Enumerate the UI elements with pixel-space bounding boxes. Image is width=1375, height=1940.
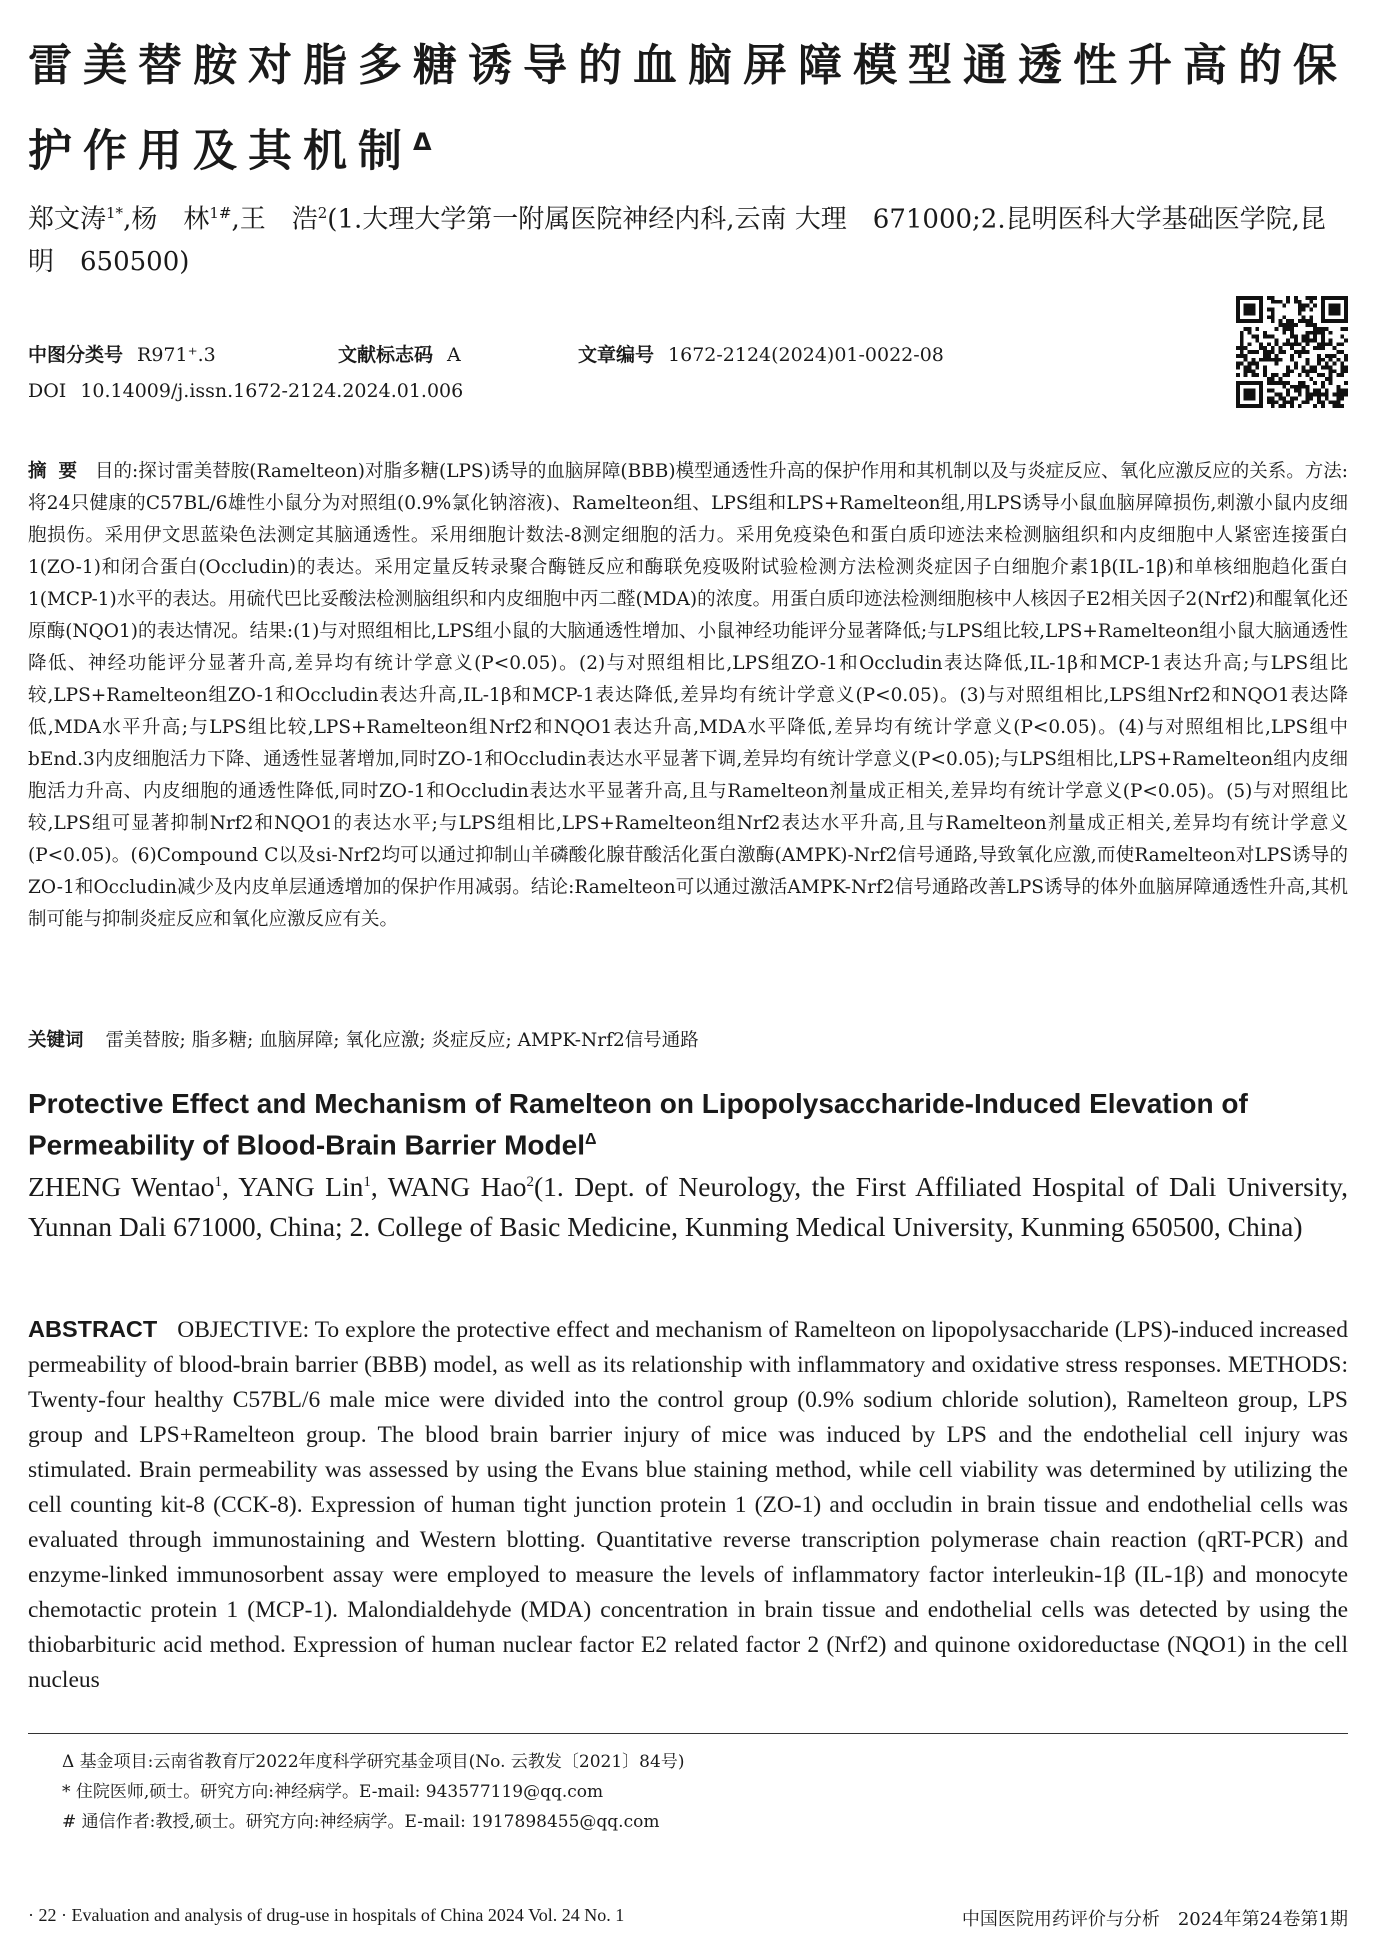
footnote-divider	[28, 1733, 1348, 1734]
doc-code-value: A	[447, 344, 461, 366]
chinese-abstract-label: 摘要	[28, 461, 90, 482]
doc-code-label: 文献标志码	[338, 344, 434, 366]
article-number-item	[578, 340, 944, 367]
clc-item	[28, 340, 338, 367]
author-sup: 1	[214, 1174, 222, 1190]
chinese-affiliations: (1.大理大学第一附属医院神经内科,云南 大理 671000;2.昆明医科大学基础医学院,昆明 650500)	[28, 204, 1326, 277]
author-sup: 1#	[209, 204, 232, 222]
article-number-label: 文章编号	[578, 344, 655, 366]
english-abstract-text: OBJECTIVE: To explore the protective effect and mechanism of Ramelteon on lipopolysaccharide (LPS)-induced increased permeability of blood-brain barrier (BBB) model, as well as its relationship with inflammatory and oxidative stress responses. METHODS: Twenty-four healthy C57BL/6 male mice were divided into the control group (0.9% sodium chloride solution), Ramelteon group, LPS group and LPS+Ramelteon group. The blood brain barrier injury of mice was induced by LPS and the endothelial cell injury was stimulated. Brain permeability was assessed by using the Evans blue staining method, while cell viability was determined by utilizing the cell counting kit-8 (CCK-8). Expression of human tight junction protein 1 (ZO-1) and occludin in brain tissue and endothelial cells was evaluated through immunostaining and Western blotting. Quantitative reverse transcription polymerase chain reaction (qRT-PCR) and enzyme-linked immunosorbent assay were employed to measure the levels of inflammatory factor interleukin-1β (IL-1β) and monocyte chemotactic protein 1 (MCP-1). Malondialdehyde (MDA) concentration in brain tissue and endothelial cells was detected by using the thiobarbituric acid method. Expression of human nuclear factor E2 related factor 2 (Nrf2) and quinone oxidoreductase (NQO1) in the cell nucleus	[28, 1317, 1348, 1693]
english-title-text: Protective Effect and Mechanism of Ramelteon on Lipopolysaccharide-Induced Elevation of Permeability of Blood-Brain Barrier Model	[28, 1088, 1248, 1161]
chinese-abstract-text: 目的:探讨雷美替胺(Ramelteon)对脂多糖(LPS)诱导的血脑屏障(BBB)模型通透性升高的保护作用和其机制以及与炎症反应、氧化应激反应的关系。方法:将24只健康的C57BL/6雄性小鼠分为对照组(0.9%氯化钠溶液)、Ramelteon组、LPS组和LPS+Ramelteon组,用LPS诱导小鼠血脑屏障损伤,刺激小鼠内皮细胞损伤。采用伊文思蓝染色法测定其脑通透性。采用细胞计数法-8测定细胞的活力。采用免疫染色和蛋白质印迹法来检测脑组织和内皮细胞中人紧密连接蛋白1(ZO-1)和闭合蛋白(Occludin)的表达。采用定量反转录聚合酶链反应和酶联免疫吸附试验检测方法检测炎症因子白细胞介素1β(IL-1β)和单核细胞趋化蛋白1(MCP-1)水平的表达。用硫代巴比妥酸法检测脑组织和内皮细胞中丙二醛(MDA)的浓度。用蛋白质印迹法检测细胞核中人核因子E2相关因子2(Nrf2)和醌氧化还原酶(NQO1)的表达情况。结果:(1)与对照组相比,LPS组小鼠的大脑通透性增加、小鼠神经功能评分显著降低;与LPS组比较,LPS+Ramelteon组小鼠大脑通透性降低、神经功能评分显著升高,差异均有统计学意义(P<0.05)。(2)与对照组相比,LPS组ZO-1和Occludin表达降低,IL-1β和MCP-1表达升高;与LPS组比较,LPS+Ramelteon组ZO-1和Occludin表达升高,IL-1β和MCP-1表达降低,差异均有统计学意义(P<0.05)。(3)与对照组相比,LPS组Nrf2和NQO1表达降低,MDA水平升高;与LPS组比较,LPS+Ramelteon组Nrf2和NQO1表达升高,MDA水平降低,差异均有统计学意义(P<0.05)。(4)与对照组相比,LPS组中bEnd.3内皮细胞活力下降、通透性显著增加,同时ZO-1和Occludin表达水平显著下调,差异均有统计学意义(P<0.05);与LPS组相比,LPS+Ramelteon组内皮细胞活力升高、内皮细胞的通透性降低,同时ZO-1和Occludin表达水平显著升高,且与Ramelteon剂量成正相关,差异均有统计学意义(P<0.05)。(5)与对照组比较,LPS组可显著抑制Nrf2和NQO1的表达水平;与LPS组相比,LPS+Ramelteon组Nrf2表达水平升高,且与Ramelteon剂量成正相关,差异均有统计学意义(P<0.05)。(6)Compound C以及si-Nrf2均可以通过抑制山羊磷酸化腺苷酸活化蛋白激酶(AMPK)-Nrf2信号通路,导致氧化应激,而使Ramelteon对LPS诱导的ZO-1和Occludin减少及内皮单层通透增加的保护作用减弱。结论:Ramelteon可以通过激活AMPK-Nrf2信号通路改善LPS诱导的体外血脑屏障通透性升高,其机制可能与抑制炎症反应和氧化应激反应有关。	[28, 461, 1348, 930]
doi-value[interactable]: 10.14009/j.issn.1672-2124.2024.01.006	[80, 380, 464, 402]
chinese-keywords-text: 雷美替胺; 脂多糖; 血脑屏障; 氧化应激; 炎症反应; AMPK-Nrf2信号通路	[105, 1030, 699, 1051]
author-sup: 2	[317, 204, 328, 222]
english-abstract	[28, 1312, 1348, 1698]
qr-code-icon	[1236, 296, 1348, 408]
english-title	[28, 1086, 1348, 1163]
author-name: 王 浩	[239, 204, 318, 235]
chinese-title-text: 雷美替胺对脂多糖诱导的血脑屏障模型通透性升高的保护作用及其机制	[28, 40, 1348, 177]
author-name: ZHENG Wentao	[28, 1171, 215, 1203]
author-name: WANG Hao	[387, 1171, 527, 1203]
author-name: 郑文涛	[28, 204, 107, 235]
author-name: 杨 林	[131, 204, 210, 235]
footer-journal-cn: 中国医院用药评价与分析 2024年第24卷第1期	[961, 1909, 1348, 1930]
chinese-abstract	[28, 456, 1348, 936]
english-title-fund-mark: Δ	[585, 1131, 597, 1148]
footnote-corresponding-author: # 通信作者:教授,硕士。研究方向:神经病学。E-mail: 1917898455@qq.com	[62, 1812, 660, 1832]
author-sup: 1	[363, 1174, 371, 1190]
chinese-authors: 郑文涛$^{1*}$,杨 林$^{1\#}$,王 浩$^2$(1.大理大学第一附属医院神经内科,云南 大理 671000;2.昆明医科大学基础医学院,昆明 650500)	[28, 204, 1326, 277]
footnote-fund: Δ 基金项目:云南省教育厅2022年度科学研究基金项目(No. 云教发〔2021〕84号)	[62, 1752, 685, 1772]
english-abstract-label: ABSTRACT	[28, 1316, 158, 1342]
english-authors: ZHENG Wentao$^1$, YANG Lin$^1$, WANG Hao$^2$(1. Dept. of Neurology, the First Affiliated Hospital of Dali University, Yunnan Dali 671000, China; 2. College of Basic Medicine, Kunming Medical University, Kunming 650500, China)	[28, 1171, 1348, 1243]
author-sup: 1*	[106, 204, 124, 222]
clc-label: 中图分类号	[28, 344, 124, 366]
chinese-keywords	[28, 1026, 699, 1052]
english-affiliations: (1. Dept. of Neurology, the First Affiliated Hospital of Dali University, Yunnan Dali 671000, China; 2. College of Basic Medicine, Kunming Medical University, Kunming 650500, China)	[28, 1171, 1348, 1243]
doi-row	[28, 380, 463, 402]
classification-row	[28, 340, 944, 367]
chinese-title	[28, 28, 1348, 190]
clc-value: R971⁺.3	[137, 344, 216, 366]
footnote-first-author: * 住院医师,硕士。研究方向:神经病学。E-mail: 943577119@qq.com	[62, 1782, 604, 1802]
article-page	[28, 0, 1348, 1940]
footnotes	[62, 1747, 1342, 1837]
doi-label: DOI	[28, 380, 67, 402]
author-sup: 2	[526, 1174, 534, 1190]
author-name: YANG Lin	[238, 1171, 364, 1203]
doc-code-item	[338, 340, 578, 367]
article-number-value: 1672-2124(2024)01-0022-08	[668, 344, 944, 366]
footer-journal-en: · 22 · Evaluation and analysis of drug-use in hospitals of China 2024 Vol. 24 No. 1	[28, 1905, 625, 1925]
chinese-title-fund-mark: Δ	[413, 128, 432, 156]
chinese-keywords-label: 关键词	[28, 1030, 84, 1051]
